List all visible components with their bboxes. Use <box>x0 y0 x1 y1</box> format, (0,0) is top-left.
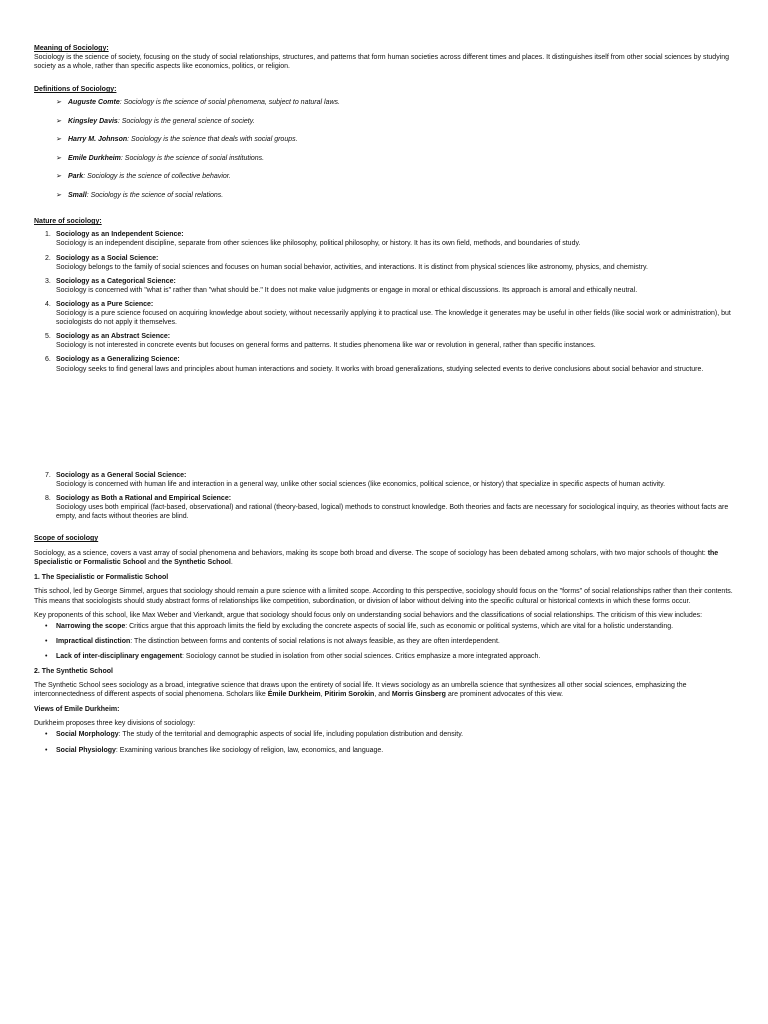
division-item: • Social Morphology: The study of the territorial and demographic aspects of social life, including population distribution and density. <box>34 730 734 739</box>
arrow-bullet-icon: ➢ <box>56 173 62 181</box>
nature-list <box>34 230 734 373</box>
definitions-list <box>56 98 734 200</box>
nature-item: 6. Sociology as a Generalizing Science: Sociology seeks to find general laws and principles about human interactions and society. It works with broad generalizations, studying selected events to derive conclusions about social behavior and structure. <box>45 356 704 373</box>
criticism-item: • Impractical distinction: The distinction between forms and contents of social relations is not always feasible, as they are often interdependent. <box>34 637 734 646</box>
criticism-item: • Lack of inter-disciplinary engagement: Sociology cannot be studied in isolation from other social sciences. Critics emphasize a more integrated approach. <box>34 652 734 661</box>
scope-heading: Scope of sociology <box>34 535 99 543</box>
synthetic-paragraph: The Synthetic School sees sociology as a broad, integrative science that draws upon the entirety of social life. It views sociology as an umbrella science that synthesizes all other social sciences, emphasizing the interconnectedness of different aspects of social phenomena. Scholars like Émile Durkheim, Pitirim Sorokin, and Morris Ginsberg are prominent advocates of this view. <box>34 682 687 699</box>
arrow-bullet-icon: ➢ <box>56 117 62 125</box>
document <box>34 44 734 761</box>
definition-item: ➢ Park: Sociology is the science of collective behavior. <box>56 173 231 181</box>
definition-item: ➢ Auguste Comte: Sociology is the science of social phenomena, subject to natural laws. <box>56 99 340 107</box>
meaning-heading: Meaning of Sociology: <box>34 45 109 52</box>
definition-item: ➢ Emile Durkheim: Sociology is the science of social institutions. <box>56 154 265 162</box>
arrow-bullet-icon: ➢ <box>56 136 62 144</box>
durkheim-divisions-list <box>34 730 734 754</box>
arrow-bullet-icon: ➢ <box>56 191 62 199</box>
nature-item: 7. Sociology as a General Social Science: Sociology is concerned with human life and interaction in a general way, unlike other social sciences (like economics, political science, or history) that specialize in specific aspects of human activity. <box>45 471 666 488</box>
formalistic-heading: 1. The Specialistic or Formalistic School <box>34 574 169 582</box>
synthetic-heading: 2. The Synthetic School <box>34 668 113 675</box>
nature-item: 4. Sociology as a Pure Science: Sociology is a pure science focused on acquiring knowledge about society, without necessarily applying it to practical use. The knowledge it generates may be useful in other fields (like social work or administration), but sociologists do not apply it themselves. <box>45 300 731 327</box>
division-item: • Social Physiology: Examining various branches like sociology of religion, law, economics, and language. <box>34 746 734 755</box>
formalistic-criticism-intro: Key proponents of this school, like Max Weber and Vierkandt, argue that sociology should focus only on understanding social behaviors and the classifications of social relationships. The criticism of this view includes: <box>34 611 703 619</box>
definition-item: ➢ Kingsley Davis: Sociology is the general science of society. <box>56 117 255 125</box>
arrow-bullet-icon: ➢ <box>56 99 62 107</box>
meaning-text: Sociology is the science of society, focusing on the study of social relationships, structures, and patterns that form human societies across different times and places. It distinguishes itself from other social sciences by studying society as a whole, rather than specific aspects like economics, politics, or religion. <box>34 54 730 71</box>
nature-item: 1. Sociology as an Independent Science: Sociology is an independent discipline, separate from other sciences like philosophy, political philosophy, or history. It has its own field, methods, and boundaries of study. <box>45 231 581 248</box>
arrow-bullet-icon: ➢ <box>56 154 62 162</box>
scope-intro: Sociology, as a science, covers a vast array of social phenomena and behaviors, making its scope both broad and diverse. The scope of sociology has been debated among scholars, with two major schools of thought: the Specialistic or Formalistic School and the Synthetic School. <box>34 550 719 567</box>
definition-item: ➢ Harry M. Johnson: Sociology is the science that deals with social groups. <box>56 136 298 144</box>
nature-item: 8. Sociology as Both a Rational and Empirical Science: Sociology uses both empirical (fact-based, observational) and rational (theory-based, logical) methods to construct knowledge. Both theories and facts are necessary for sociological inquiry, as theories without facts are empty, and facts without theories are blind. <box>45 494 729 520</box>
nature-item: 3. Sociology as a Categorical Science: Sociology is concerned with "what is" rather than "what should be." It does not make value judgments or engage in moral or ethical discussions. Its approach is amoral and ethically neutral. <box>45 277 638 294</box>
nature-item: 2. Sociology as a Social Science: Sociology belongs to the family of social sciences and focuses on human social behavior, activities, and interactions. It is distinct from physical sciences like astronomy, physics, and chemistry. <box>45 254 648 271</box>
durkheim-heading: Views of Emile Durkheim: <box>34 706 120 714</box>
criticism-item: • Narrowing the scope: Critics argue that this approach limits the field by excluding the concrete aspects of social life, such as economic or political systems, which are vital for a holistic understanding. <box>34 622 734 631</box>
criticism-list <box>34 622 734 661</box>
nature-item: 5. Sociology as an Abstract Science: Sociology is not interested in concrete events but focuses on general forms and patterns. It studies phenomena like war or revolution in general, rather than specific instances. <box>45 333 596 350</box>
nature-list-continued <box>34 471 734 521</box>
nature-heading: Nature of sociology: <box>34 218 102 226</box>
definition-item: ➢ Small: Sociology is the science of social relations. <box>56 191 224 199</box>
definitions-heading: Definitions of Sociology: <box>34 86 117 94</box>
formalistic-paragraph: This school, led by George Simmel, argues that sociology should remain a pure science with a limited scope. According to this perspective, sociology should focus on the "forms" of social relationships rather than their contents. This means that sociologists should study abstract forms of relationships like competition, subordination, or division of labor without delving into the specific cultural or historical contexts in which these forms occur. <box>34 588 733 605</box>
durkheim-intro: Durkheim proposes three key divisions of sociology: <box>34 720 196 728</box>
